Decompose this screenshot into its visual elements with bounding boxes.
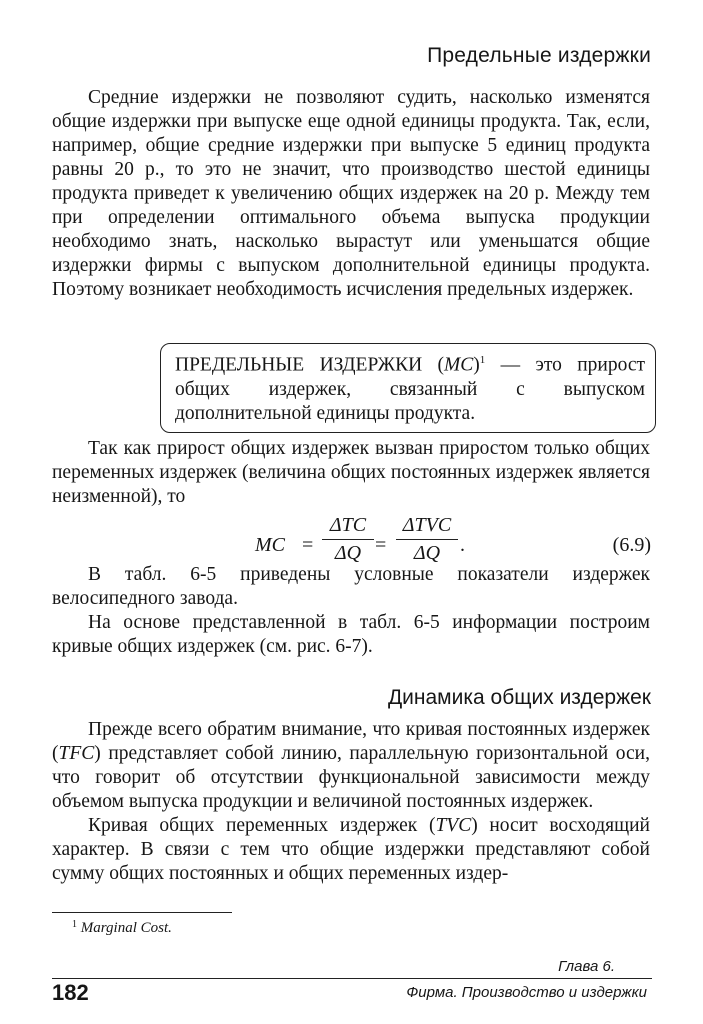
- paragraph-4: На основе представленной в табл. 6-5 информации построим кривые общих издержек (см. рис. 6-7).: [52, 612, 650, 657]
- fraction-2-denominator: ΔQ: [413, 542, 441, 564]
- page-number: 182: [52, 980, 89, 1005]
- footnote-number: 1: [72, 919, 77, 930]
- footnote-divider: [52, 912, 232, 913]
- abbr-tvc: TVC: [435, 815, 472, 836]
- paragraph-average-costs: [52, 86, 650, 302]
- formula-number: (6.9): [612, 534, 651, 556]
- fraction-1-numerator: ΔTC: [329, 514, 367, 536]
- paragraph-5-a: Прежде всего обратим внимание, что кривая постоянных издержек (: [52, 719, 650, 764]
- abbr-tfc: TFC: [58, 743, 95, 764]
- fraction-delta-tvc: [396, 514, 458, 565]
- paragraph-5-b: ) представляет собой линию, параллельную горизонтальной оси, что говорит об отсутствии функциональной зависимости между объемом выпуска продукции и величиной постоянных издержек.: [52, 743, 650, 812]
- definition-term: ПРЕДЕЛЬНЫЕ ИЗДЕРЖКИ (: [175, 354, 445, 376]
- formula-equals-1: =: [302, 534, 314, 556]
- fraction-delta-tc: [322, 514, 374, 565]
- footer-divider: [52, 978, 652, 979]
- formula-equals-2: =: [375, 534, 387, 556]
- formula-period: .: [460, 534, 465, 556]
- formula-lhs: MC: [255, 534, 285, 556]
- paragraph-5: [52, 718, 650, 814]
- paragraph-6-a: Кривая общих переменных издержек (: [88, 815, 436, 836]
- footnote-mark: 1: [479, 354, 486, 366]
- footer-chapter: Глава 6.: [558, 958, 615, 975]
- definition-abbr: MC: [444, 354, 474, 376]
- fraction-2-bar: [396, 539, 458, 540]
- footer-title: Фирма. Производство и издержки: [406, 984, 647, 1001]
- paragraph-3: В табл. 6-5 приведены условные показатели издержек велосипедного завода.: [52, 564, 650, 609]
- definition-text: — это прирост общих издержек, связанный с выпуском дополнительной единицы продукта.: [175, 354, 645, 424]
- fraction-2-numerator: ΔTVC: [402, 514, 452, 536]
- running-header: Предельные издержки: [427, 44, 651, 67]
- paragraph-2: Так как прирост общих издержек вызван приростом только общих переменных издержек (величина общих постоянных издержек является неизменной), то: [52, 438, 650, 507]
- definition-box: [160, 343, 656, 433]
- fraction-1-denominator: ΔQ: [334, 542, 362, 564]
- footnote-text: Marginal Cost.: [80, 920, 172, 936]
- definition-term-close: ): [473, 354, 480, 376]
- paragraph-increment: [52, 437, 650, 509]
- paragraph-group-tables: [52, 563, 650, 659]
- paragraph-6: [52, 814, 650, 886]
- paragraph-group-dynamics: [52, 718, 650, 886]
- footnote: [72, 920, 172, 937]
- paragraph-1: Средние издержки не позволяют судить, насколько изменятся общие издержки при выпуске еще одной единицы продукта. Так, если, например, общие средние издержки при выпуске 5 единиц продукта равны 20 р., то это не значит, что производство шестой единицы продукта приведет к увеличению общих издержек на 20 р. Между тем при определении оптимального объема выпуска продукции необходимо знать, насколько вырастут или уменьшатся общие издержки фирмы с выпуском дополнительной единицы продукта. Поэтому возникает необходимость исчисления предельных издержек.: [52, 87, 650, 300]
- fraction-1-bar: [322, 539, 374, 540]
- section-subheading: Динамика общих издержек: [387, 686, 651, 709]
- paragraph-6-b: ) носит восходящий характер. В связи с тем что общие издержки представляют собой сумму общих постоянных и общих переменных издер-: [52, 815, 650, 884]
